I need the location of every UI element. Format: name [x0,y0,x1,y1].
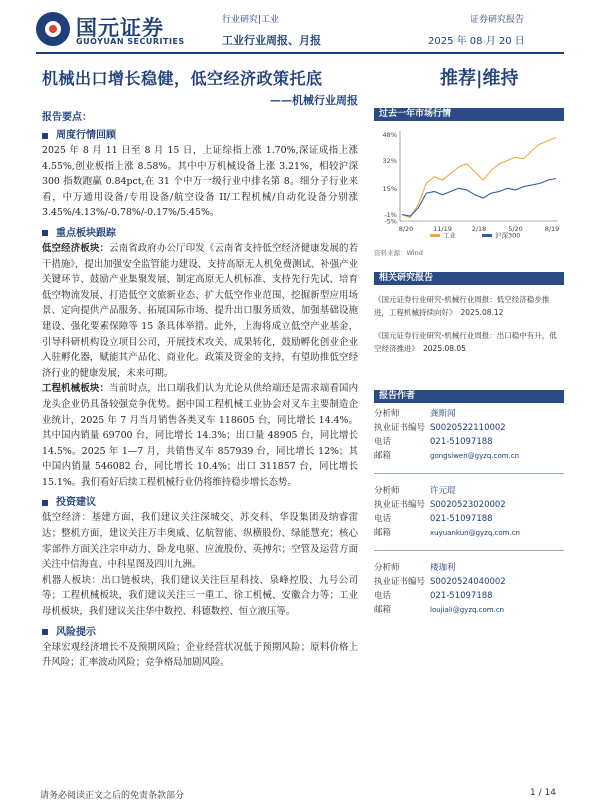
y-tick-label: 15% [382,184,397,193]
section-square-icon [42,230,48,236]
header-report-type: 证券研究报告 [470,15,525,25]
header-category: 行业研究|工业 [222,15,280,25]
analyst-cert: S0020523020002 [430,500,506,510]
analyst-separator [374,550,564,551]
logo-mark-icon [36,12,70,46]
analyst-cert: S0020524040002 [430,577,506,587]
analyst-name-label: 分析师 [374,563,400,573]
page-number: 1 / 14 [530,788,556,798]
header-series: 工业行业周报、月报 [222,34,321,47]
analyst-email-label: 邮箱 [374,451,392,461]
paragraph-text: 全球宏观经济增长不及预期风险；企业经营状况低于预期风险；原料价格上升风险；汇率波动风险；竞争格局加剧风险。 [42,641,358,669]
analyst-phone-label: 电话 [374,591,392,601]
y-tick-label: -5% [384,217,397,226]
analysts-block [374,390,564,621]
section-heading-text: 风险提示 [56,626,96,638]
header-date: 2025 年 08 月 20 日 [428,36,525,47]
analyst-card [374,557,564,621]
footer-disclaimer: 请务必阅读正文之后的免责条款部分 [40,791,185,800]
analyst-phone: 021-51097188 [430,514,493,524]
series-line-hs300 [402,179,556,217]
analyst-name-row [374,407,564,421]
analyst-phone-label: 电话 [374,514,392,524]
analyst-phone: 021-51097188 [430,591,493,601]
page-title: 机械出口增长稳健，低空经济政策托底 [42,69,323,88]
analyst-name-label: 分析师 [374,409,400,419]
analyst-name: 楼珈利 [430,563,456,573]
paragraph-text: 当前时点，出口端我们认为尤论从供给端还是需求端看国内龙头企业仍具备较强竞争优势。据中国工程机械工业协会对叉车主要制造企业统计，2025 年 7 月当月销售各类叉车 118605 台，同比增长 14.4%。其中国内销量 69700 台，同比增长 14.3%；出口量 48905 台，同比增长 14.5%。2025 年 1—7 月，共销售叉车 857939 台，同比增长 12%；其中国内销量 546082 台，同比增长 10.4%；出口 311857 台，同比增长 15.1%。我们看好后续工程机械行业仍将维持稳步增长态势。 [42,383,358,488]
paragraph-text: 2025 年 8 月 11 日至 8 月 15 日，上证综指上涨 1.70%,深证成指上涨 4.55%,创业板指上涨 8.58%。其中中万机械设备上涨 3.21%，相较沪深 300 指数跑赢 0.84pct,在 31 个中万一级行业中排名第 8。细分子行业来看，中万通用设备/专用设备/航空设备 II/工程机械/自动化设备分别涨 3.45%/4.13%/-0.78%/-0.17%/5.45%。 [42,145,358,219]
section-heading-text: 周度行情回顾 [56,130,116,141]
logo [36,12,206,50]
left-column [42,108,358,671]
section-heading [42,493,358,508]
chart-title-bar: 过去一年市场行情 [374,108,564,121]
analyst-cert: S0020522110002 [430,423,506,433]
x-tick-label: 11/19 [433,225,452,233]
section-paragraph [42,640,358,671]
x-tick-label: 5/20 [508,225,523,233]
section-paragraph [42,573,358,620]
related-item[interactable] [374,293,564,319]
paragraph-text: 机器人板块：出口链板块，我们建议关注巨星科技、泉峰控股、九号公司等；工程机械板块，我们建议关注三一重工、徐工机械、安徽合力等；工业母机板块，我们建议关注华中数控、科德数控、恒立液压等。 [42,574,358,618]
analyst-name-row [374,561,564,575]
y-tick-label: 48% [382,130,397,139]
section-paragraph [42,510,358,572]
analyst-email[interactable]: loujiali@gyzq.com.cn [430,606,505,614]
analyst-email-label: 邮箱 [374,605,392,615]
chart-source: 资料来源：Wind [374,249,423,257]
related-list [374,293,564,355]
section-heading [42,224,358,239]
market-chart [374,125,564,243]
analyst-cert-label: 执业证书编号 [374,500,426,510]
section-paragraph [42,381,358,490]
analyst-cert-row [374,575,564,589]
analyst-name-row [374,484,564,498]
analyst-cert-row [374,421,564,435]
legend-swatch [430,234,440,237]
analyst-email-row [374,449,564,463]
analyst-phone-row [374,435,564,449]
section-heading [42,126,358,141]
related-item-date: 2025.08.05 [423,344,466,353]
analysts-heading: 报告作者 [374,390,564,403]
y-tick-label: 32% [382,156,397,165]
analyst-email-row [374,526,564,540]
section-heading-text: 重点板块跟踪 [56,227,116,239]
x-tick-label: 8/20 [398,225,414,233]
logo-text-en: GUOYUAN SECURITIES [76,37,185,46]
related-item-date: 2025.08.12 [460,308,504,317]
section-heading-text: 投资建议 [56,497,96,509]
right-column [374,108,564,365]
related-heading: 相关研究报告 [374,272,564,285]
analyst-phone-row [374,589,564,603]
section-heading [42,623,358,638]
x-tick-label: 8/19 [544,225,560,233]
analyst-phone-row [374,512,564,526]
header-divider [36,52,564,54]
paragraph-lead: 工程机械板块： [42,383,110,395]
sections-container [42,126,358,671]
x-tick-label: 2/18 [471,225,487,233]
page-subtitle: ——机械行业周报 [270,94,358,107]
paragraph-lead: 低空经济板块： [42,242,110,254]
section-square-icon [42,500,48,506]
analyst-cert-label: 执业证书编号 [374,577,426,587]
series-line-industry [402,138,556,218]
section-paragraph [42,241,358,381]
related-item-title[interactable]: 《国元证券行业研究-机械行业周报：出口稳中有升，低空经济推进》 [374,331,557,353]
legend-label: 工业 [443,231,456,240]
analyst-card [374,480,564,544]
analyst-cert-label: 执业证书编号 [374,423,426,433]
analyst-name-label: 分析师 [374,486,400,496]
legend-swatch [482,234,492,237]
analyst-email[interactable]: gongsiwen@gyzq.com.cn [430,452,520,460]
analyst-separator [374,473,564,474]
summary-label: 报告要点： [42,112,92,123]
analyst-name: 许元琨 [430,486,456,496]
related-item-title[interactable]: 《国元证券行业研究-机械行业周报：低空经济稳步推进，工程机械持续向好》 [374,295,550,317]
analyst-cert-row [374,498,564,512]
analyst-phone-label: 电话 [374,437,392,447]
section-square-icon [42,133,48,139]
section-paragraph [42,143,358,221]
logo-text-cn: 国元证券 [76,16,164,40]
analyst-email-row [374,603,564,617]
analyst-phone: 021-51097188 [430,437,493,447]
related-item[interactable] [374,329,564,355]
paragraph-text: 低空经济：基建方面，我们建议关注深城交、苏交科、华设集团及纳睿雷达；整机方面，建议关注万丰奥威、亿航智能、纵横股份、绿能慧充；核心零部件方面关注宗申动力、卧龙电驱、应流股份、英搏尔；空管及运营方面关注中信海直、中科星图及四川九洲。 [42,512,358,571]
legend-label: 沪深300 [495,231,521,240]
analysts-list [374,403,564,621]
analyst-email-label: 邮箱 [374,528,392,538]
rating-badge: 推荐|维持 [440,68,519,89]
analyst-card [374,403,564,467]
analyst-email[interactable]: xuyuankun@gyzq.com.cn [430,529,520,537]
analyst-name: 龚斯闻 [430,409,456,419]
paragraph-text: 云南省政府办公厅印发《云南省支持低空经济健康发展的若干措施》，提出加强安全监管能力建设、支持高原无人机免费测试、补强产业关键环节、鼓励产业集聚发展、制定高原无人机标准、支持先行先试、培育低空物流发展、打造低空文旅新业态、扩大低空作业范围、挖掘新型应用场景、定向提供产品服务、拓展国际市场、提升出口服务质效、加强基础设施建设、强化要素保障等 15 条具体举措。此外，上海将成立低空产业基金，引导科研机构设立项目公司，开展技术攻关、成果转化，鼓励孵化创业企业入驻孵化器，赋能其产品化、商业化。政策及资金的支持，有望助推低空经济行业的健康发展，未来可期。 [42,242,358,379]
section-square-icon [42,629,48,635]
y-tick-label: -1% [384,210,397,219]
